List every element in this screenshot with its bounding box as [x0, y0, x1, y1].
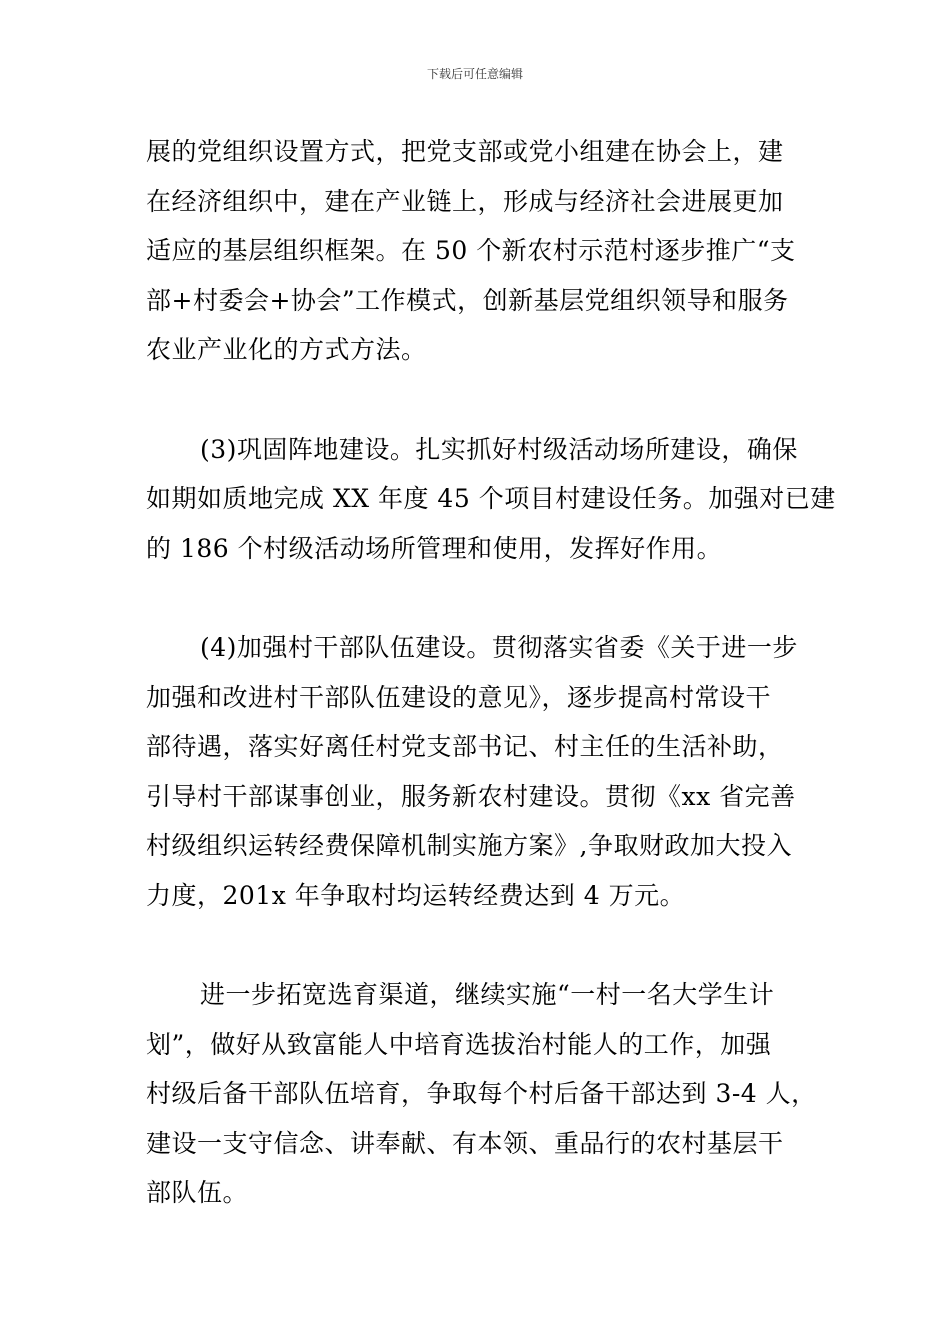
text-line: 村级后备干部队伍培育，争取每个村后备干部达到 3-4 人，: [146, 1079, 817, 1109]
paragraph-spacer: [146, 921, 808, 971]
text-line: 如期如质地完成 XX 年度 45 个项目村建设任务。加强对已建: [146, 484, 836, 514]
document-body: [146, 127, 836, 1218]
text-line: 村级组织运转经费保障机制实施方案》,争取财政加大投入: [146, 831, 792, 861]
text-line: 引导村干部谋事创业，服务新农村建设。贯彻《xx 省完善: [146, 781, 796, 811]
paragraph-spacer: [146, 573, 808, 623]
text-line: 部队伍。: [146, 1178, 249, 1208]
text-line: 在经济组织中，建在产业链上，形成与经济社会进展更加: [146, 186, 784, 216]
paragraph-organization-setup: [146, 127, 808, 375]
paragraph-position-building: [146, 425, 836, 574]
text-line: 划”，做好从致富能人中培育选拔治村能人的工作，加强: [146, 1029, 772, 1059]
text-line: 的 186 个村级活动场所管理和使用，发挥好作用。: [146, 533, 723, 563]
text-line: 部待遇，落实好离任村党支部书记、村主任的生活补助，: [146, 732, 784, 762]
paragraph-selection-channels: [146, 970, 817, 1218]
text-line: 农业产业化的方式方法。: [146, 335, 427, 365]
text-line: 加强和改进村干部队伍建设的意见》，逐步提高村常设干: [146, 682, 772, 712]
text-line: (4)加强村干部队伍建设。贯彻落实省委《关于进一步: [200, 632, 798, 662]
text-line: 部+村委会+协会”工作模式，创新基层党组织领导和服务: [146, 285, 789, 315]
page-header: 下载后可任意编辑: [426, 67, 523, 81]
text-line: (3)巩固阵地建设。扎实抓好村级活动场所建设，确保: [200, 434, 798, 464]
text-line: 进一步拓宽选育渠道，继续实施“一村一名大学生计: [200, 980, 775, 1010]
paragraph-spacer: [146, 375, 808, 425]
text-line: 适应的基层组织框架。在 50 个新农村示范村逐步推广“支: [146, 236, 796, 266]
text-line: 展的党组织设置方式，把党支部或党小组建在协会上，建: [146, 137, 784, 166]
paragraph-cadre-team: [146, 623, 808, 921]
text-line: 建设一支守信念、讲奉献、有本领、重品行的农村基层干: [146, 1128, 784, 1158]
text-line: 力度，201x 年争取村均运转经费达到 4 万元。: [146, 880, 686, 910]
